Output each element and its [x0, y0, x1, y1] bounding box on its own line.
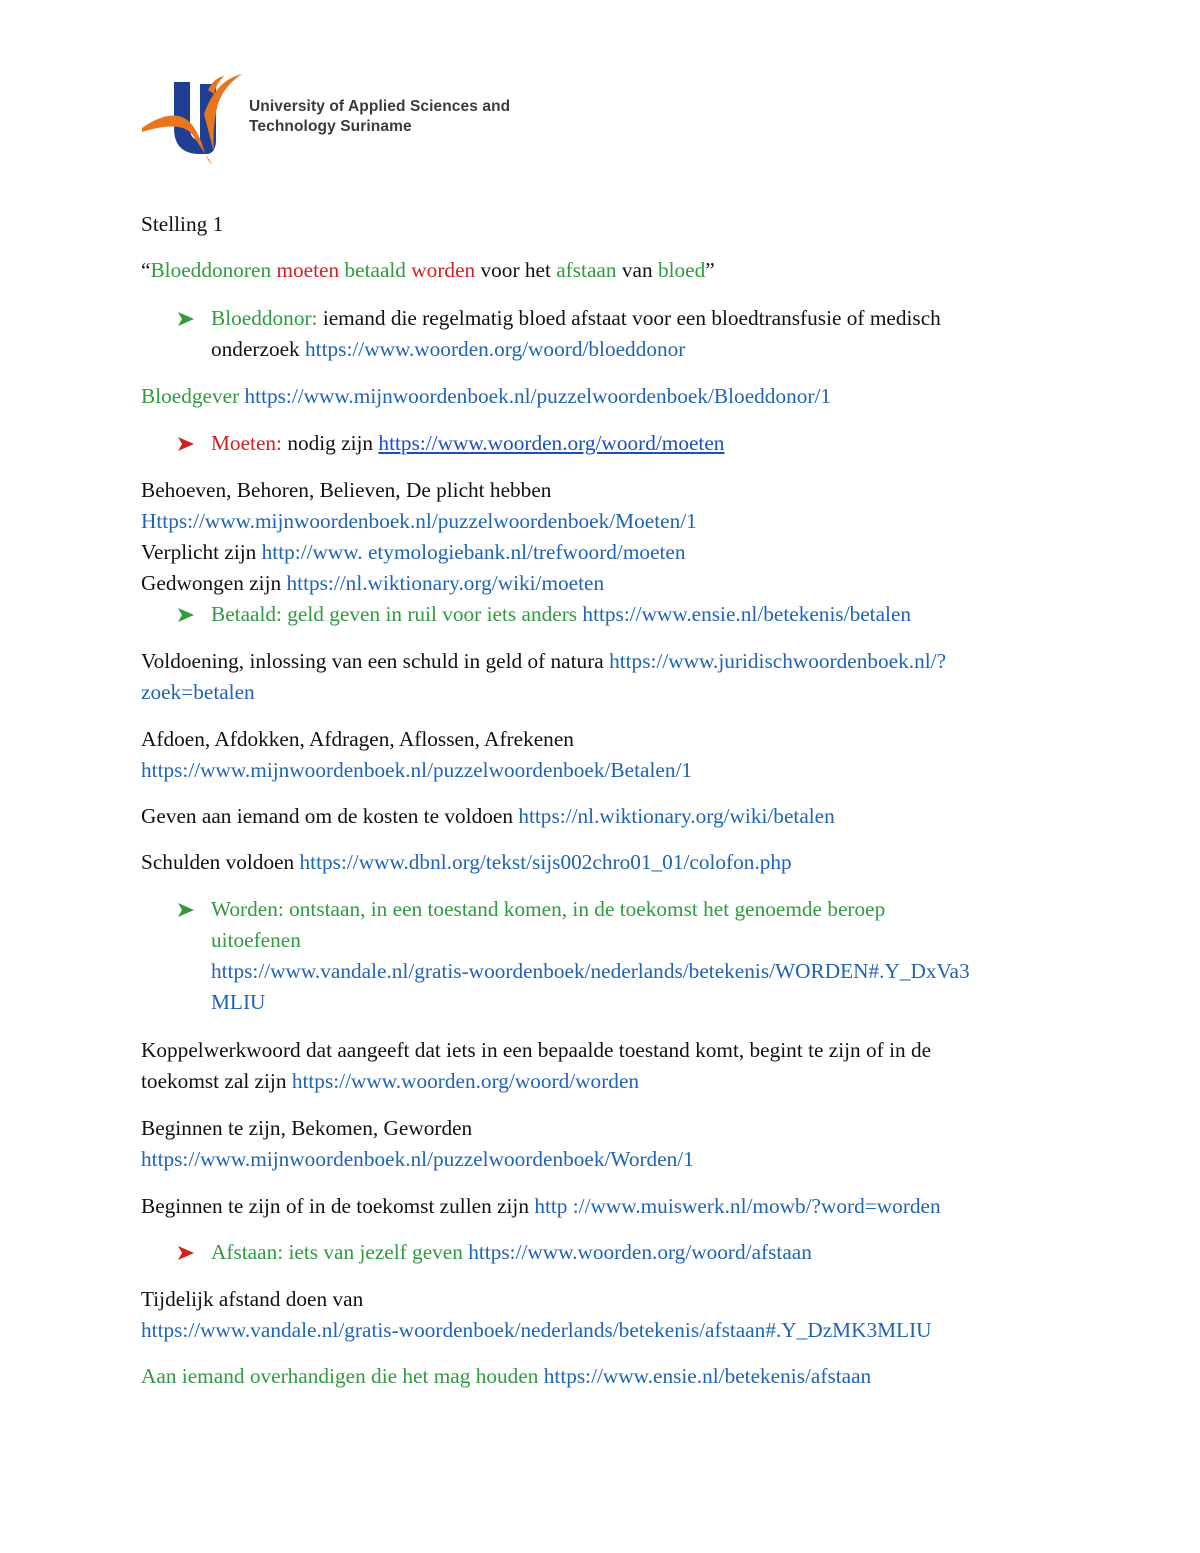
link-dbnl[interactable]: https://www.dbnl.org/tekst/sijs002chro01_01/colofon.php [299, 850, 792, 874]
afstaan-line [211, 1242, 812, 1263]
green-arrow-bullet-icon [177, 901, 195, 919]
voldoening-text: Voldoening, inlossing van een schuld in geld of natura [141, 649, 604, 673]
beginnen-text: Beginnen te zijn, Bekomen, Geworden [141, 1116, 473, 1140]
koppel-line2 [141, 1071, 639, 1092]
statement-word: van [621, 258, 653, 282]
voldoening-line1 [141, 651, 946, 672]
definition: nodig zijn [287, 431, 374, 455]
worden-line1: Worden: ontstaan, in een toestand komen, in de toekomst het genoemde beroep [211, 897, 886, 921]
link-mijnwoordenboek-worden[interactable]: https://www.mijnwoordenboek.nl/puzzelwoordenboek/Worden/1 [141, 1147, 694, 1171]
link-woorden-afstaan[interactable]: https://www.woorden.org/woord/afstaan [468, 1240, 812, 1264]
statement-word: voor het [480, 258, 551, 282]
link-moeten-synonyms[interactable]: Https://www.mijnwoordenboek.nl/puzzelwoordenboek/Moeten/1 [141, 509, 697, 533]
statement-word: moeten [276, 258, 340, 282]
statement-word: worden [411, 258, 476, 282]
statement-word: bloed [657, 258, 706, 282]
link-woorden-worden[interactable]: https://www.woorden.org/woord/worden [291, 1069, 640, 1093]
aan-iemand-text: Aan iemand overhandigen die het mag houden [141, 1364, 539, 1388]
link-juridisch-cont[interactable]: zoek=betalen [141, 680, 255, 704]
red-arrow-bullet-icon [177, 435, 195, 453]
green-arrow-bullet-icon [177, 310, 195, 328]
link-ensie-betalen[interactable]: https://www.ensie.nl/betekenis/betalen [582, 602, 912, 626]
link-bloeddonor[interactable]: https://www.woorden.org/woord/bloeddonor [305, 337, 686, 361]
label-verplicht: Verplicht zijn [141, 540, 257, 564]
definition: iemand die regelmatig bloed afstaat voor een bloedtransfusie of medisch [322, 306, 941, 330]
close-quote: ” [705, 258, 715, 282]
statement-word: betaald [344, 258, 406, 282]
beginnen2-text: Beginnen te zijn of in de toekomst zullen zijn [141, 1194, 529, 1218]
schulden-text: Schulden voldoen [141, 850, 295, 874]
university-name-line2: Technology Suriname [249, 118, 412, 135]
term-afstaan: Afstaan: iets van jezelf geven [211, 1240, 463, 1264]
geven-text: Geven aan iemand om de kosten te voldoen [141, 804, 513, 828]
university-name [249, 97, 510, 137]
red-arrow-bullet-icon [177, 1244, 195, 1262]
link-muiswerk[interactable]: http ://www.muiswerk.nl/mowb/?word=worden [534, 1194, 941, 1218]
heading: Stelling 1 [141, 212, 224, 236]
link-betalen[interactable]: https://www.mijnwoordenboek.nl/puzzelwoordenboek/Betalen/1 [141, 758, 693, 782]
term-bloeddonor: Bloeddonor: [211, 306, 318, 330]
link-juridisch[interactable]: https://www.juridischwoordenboek.nl/? [609, 649, 947, 673]
link-wiktionary-moeten[interactable]: https://nl.wiktionary.org/wiki/moeten [286, 571, 605, 595]
gedwongen-line [141, 573, 604, 594]
link-vandale-worden[interactable]: https://www.vandale.nl/gratis-woordenboek/nederlands/betekenis/WORDEN#.Y_DxVa3 [211, 959, 970, 983]
bloedgever-line [141, 386, 831, 407]
university-logo [138, 70, 558, 165]
aan-iemand-line [141, 1366, 871, 1387]
verplicht-line [141, 542, 686, 563]
statement [141, 260, 715, 281]
geven-line [141, 806, 835, 827]
moeten-line [211, 433, 724, 454]
university-logo-icon [138, 70, 248, 165]
statement-word: Bloeddonoren [150, 258, 272, 282]
koppel-line1: Koppelwerkwoord dat aangeeft dat iets in een bepaalde toestand komt, begint te zijn of in de [141, 1038, 932, 1062]
betaald-line [211, 604, 911, 625]
schulden-line [141, 852, 792, 873]
afdoen-text: Afdoen, Afdokken, Afdragen, Aflossen, Afrekenen [141, 727, 574, 751]
label-gedwongen: Gedwongen zijn [141, 571, 282, 595]
beginnen2-line [141, 1196, 941, 1217]
term-moeten: Moeten: [211, 431, 282, 455]
link-moeten[interactable]: https://www.woorden.org/woord/moeten [378, 431, 725, 455]
label-bloedgever: Bloedgever [141, 384, 240, 408]
link-etymologiebank[interactable]: http://www. etymologiebank.nl/trefwoord/moeten [261, 540, 686, 564]
moeten-synonyms: Behoeven, Behoren, Believen, De plicht hebben [141, 478, 552, 502]
link-vandale-worden-cont[interactable]: MLIU [211, 990, 266, 1014]
link-bloedgever[interactable]: https://www.mijnwoordenboek.nl/puzzelwoordenboek/Bloeddonor/1 [244, 384, 832, 408]
link-ensie-afstaan[interactable]: https://www.ensie.nl/betekenis/afstaan [543, 1364, 872, 1388]
link-vandale-afstaan[interactable]: https://www.vandale.nl/gratis-woordenboek/nederlands/betekenis/afstaan#.Y_DzMK3MLIU [141, 1318, 932, 1342]
worden-line2: uitoefenen [211, 928, 301, 952]
green-arrow-bullet-icon [177, 606, 195, 624]
bloeddonor-line2 [211, 339, 685, 360]
university-name-line1: University of Applied Sciences and [249, 98, 511, 115]
definition: onderzoek [211, 337, 300, 361]
tijdelijk-text: Tijdelijk afstand doen van [141, 1287, 364, 1311]
koppel-text: toekomst zal zijn [141, 1069, 287, 1093]
open-quote: “ [141, 258, 151, 282]
bloeddonor-line1 [211, 308, 941, 329]
statement-word: afstaan [556, 258, 617, 282]
link-wiktionary-betalen[interactable]: https://nl.wiktionary.org/wiki/betalen [518, 804, 835, 828]
term-betaald: Betaald: geld geven in ruil voor iets anders [211, 602, 578, 626]
